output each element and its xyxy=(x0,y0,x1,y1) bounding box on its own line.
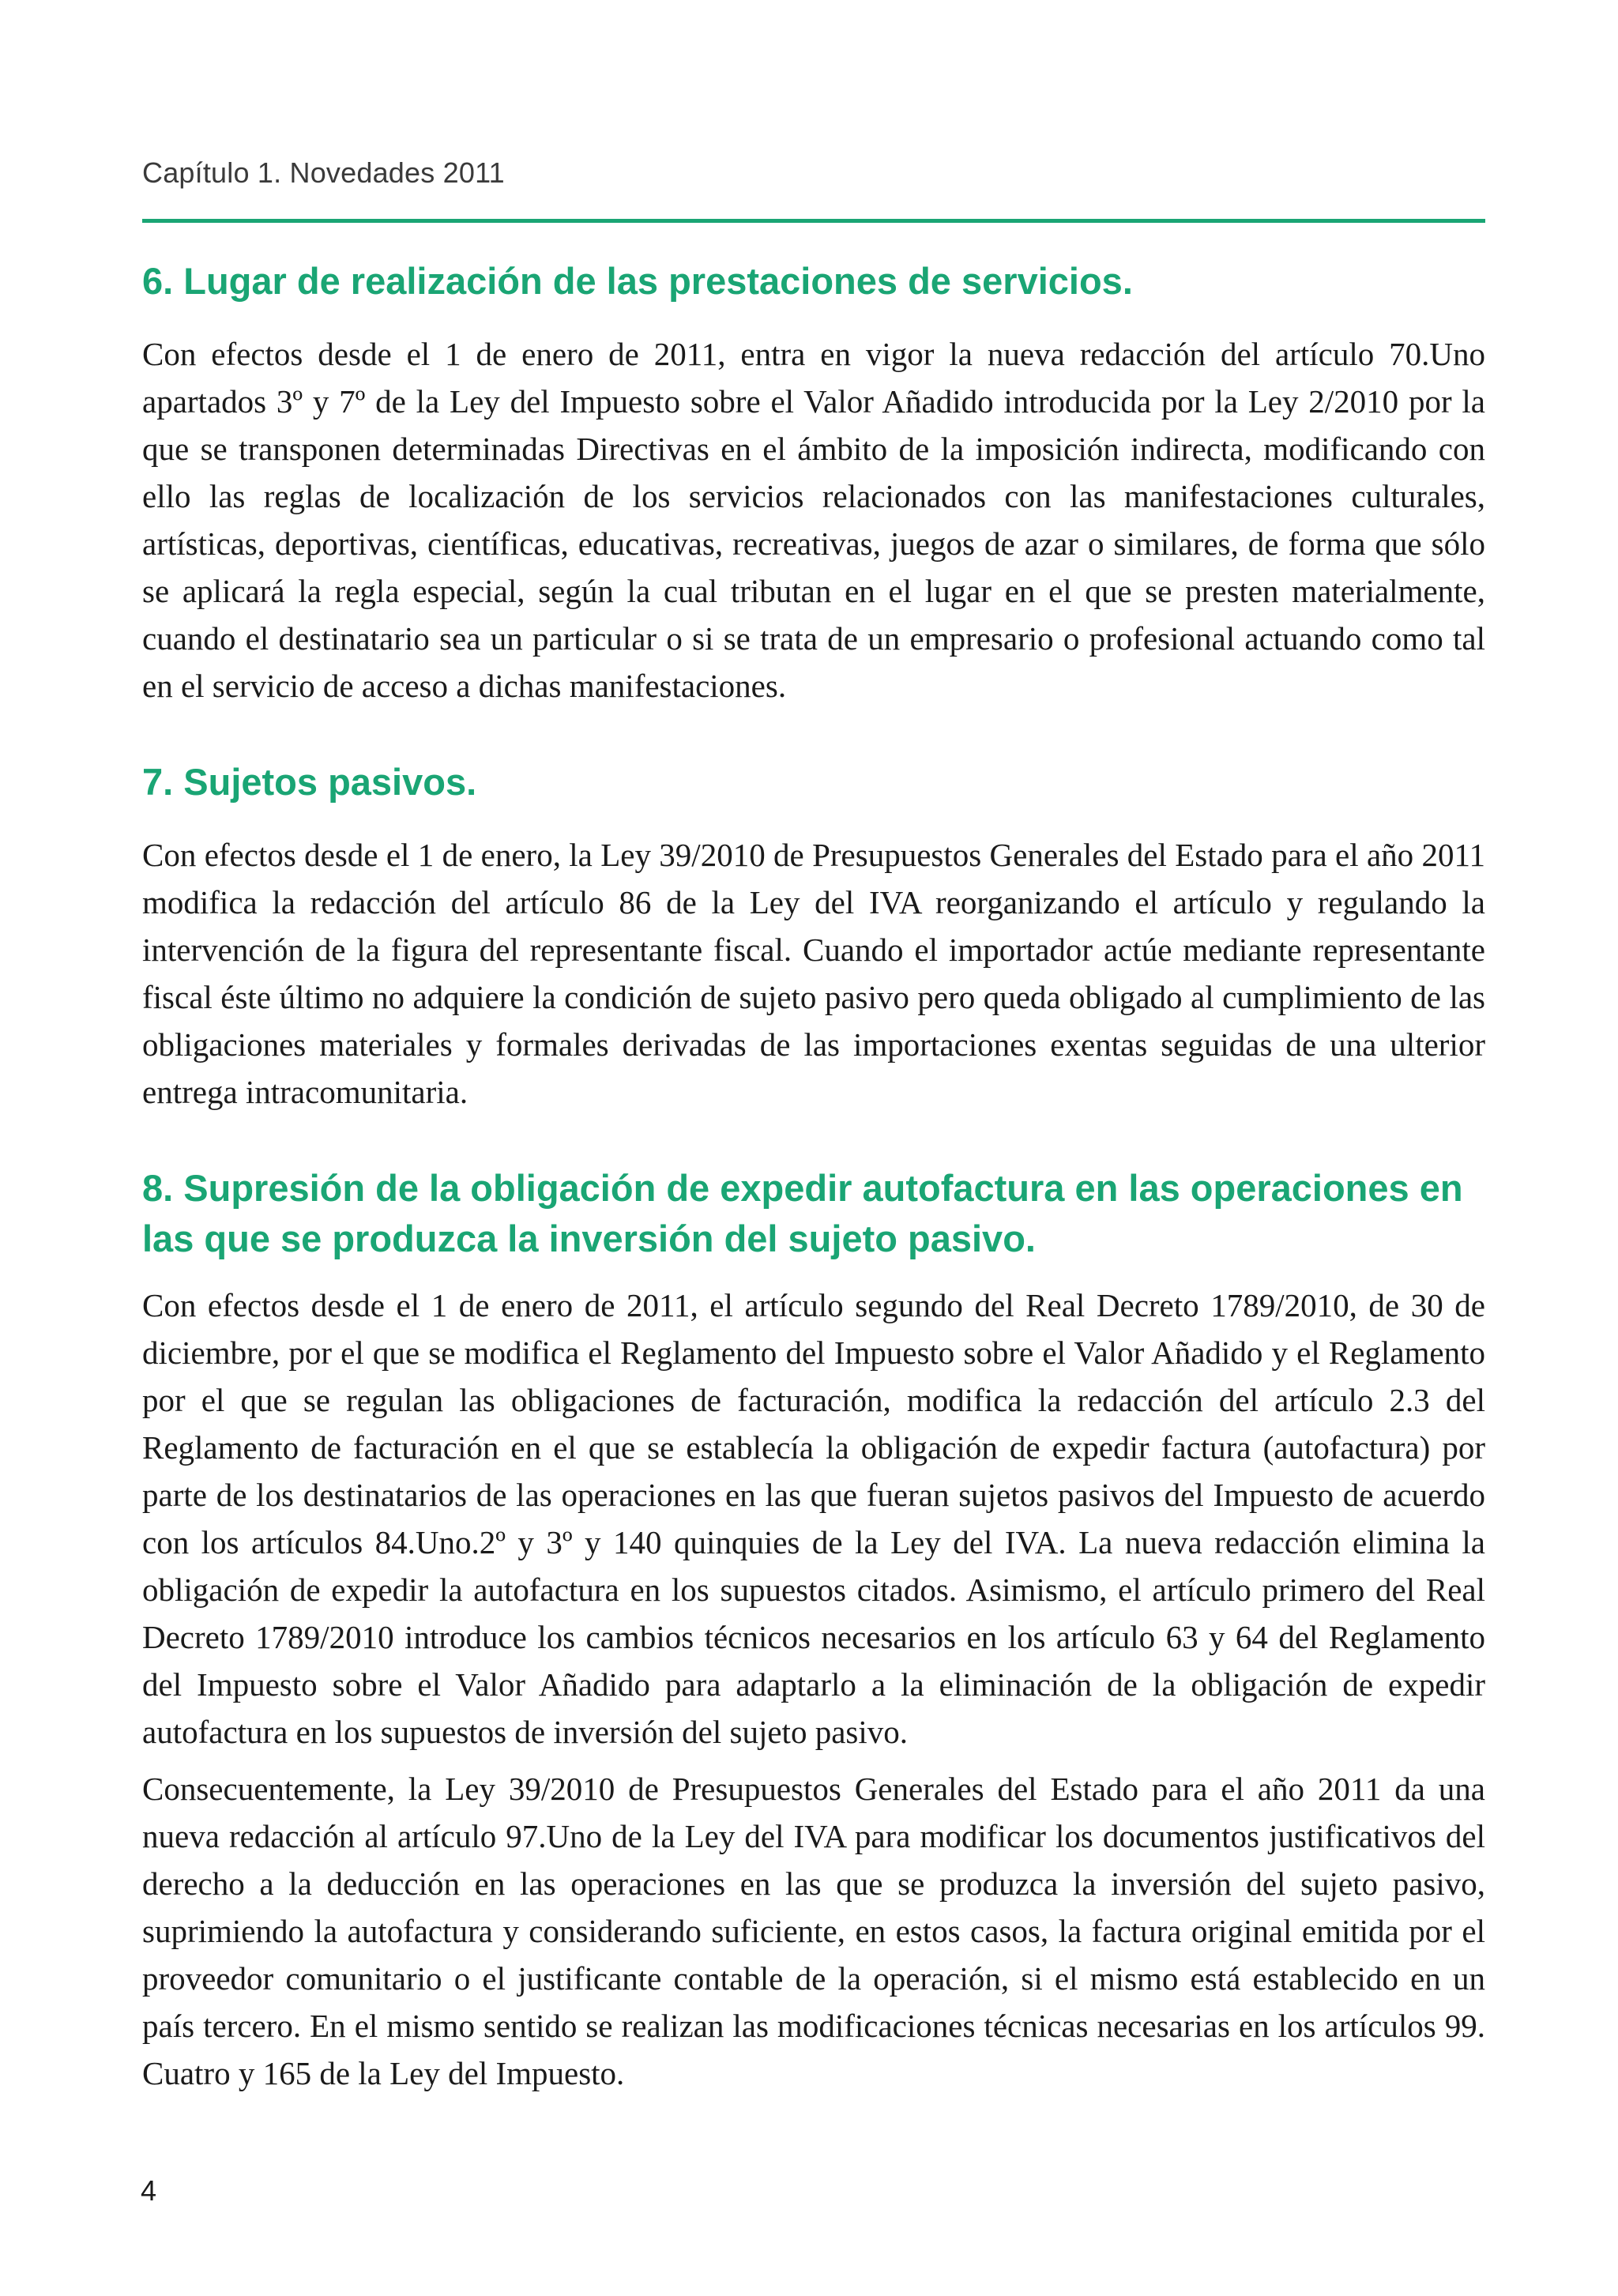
body-paragraph: Consecuentemente, la Ley 39/2010 de Presupuestos Generales del Estado para el año 2011 da una nueva redacción al artículo 97.Uno de la Ley del IVA para modificar los documentos justificativos del derecho a la deducción en las operaciones en las que se produzca la inversión del sujeto pasivo, suprimiendo la autofactura y considerando suficiente, en estos casos, la factura original emitida por el proveedor comunitario o el justificante contable de la operación, si el mismo está establecido en un país tercero. En el mismo sentido se realizan las modificaciones técnicas necesarias en los artículos 99. Cuatro y 165 de la Ley del Impuesto. xyxy=(142,1771,1485,2091)
body-paragraph: Con efectos desde el 1 de enero de 2011, entra en vigor la nueva redacción del artículo 70.Uno apartados 3º y 7º de la Ley del Impuesto sobre el Valor Añadido introducida por la Ley 2/2010 por la que se transponen determinadas Directivas en el ámbito de la imposición indirecta, modificando con ello las reglas de localización de los servicios relacionados con las manifestaciones culturales, artísticas, deportivas, científicas, educativas, recreativas, juegos de azar o similares, de forma que sólo se aplicará la regla especial, según la cual tributan en el lugar en el que se presten materialmente, cuando el destinatario sea un particular o si se trata de un empresario o profesional actuando como tal en el servicio de acceso a dichas manifestaciones. xyxy=(142,336,1485,704)
section-heading: 6. Lugar de realización de las prestaciones de servicios. xyxy=(142,260,1133,302)
section-6 xyxy=(142,256,1485,710)
body-paragraph: Con efectos desde el 1 de enero, la Ley 39/2010 de Presupuestos Generales del Estado para el año 2011 modifica la redacción del artículo 86 de la Ley del IVA reorganizando el artículo y regulando la intervención de la figura del representante fiscal. Cuando el importador actúe mediante representante fiscal éste último no adquiere la condición de sujeto pasivo pero queda obligado al cumplimiento de las obligaciones materiales y formales derivadas de las importaciones exentas seguidas de una ulterior entrega intracomunitaria. xyxy=(142,837,1485,1110)
body-paragraph: Con efectos desde el 1 de enero de 2011, el artículo segundo del Real Decreto 1789/2010, de 30 de diciembre, por el que se modifica el Reglamento del Impuesto sobre el Valor Añadido y el Reglamento por el que se regulan las obligaciones de facturación, modifica la redacción del artículo 2.3 del Reglamento de facturación en el que se establecía la obligación de expedir factura (autofactura) por parte de los destinatarios de las operaciones en las que fueran sujetos pasivos del Impuesto de acuerdo con los artículos 84.Uno.2º y 3º y 140 quinquies de la Ley del IVA. La nueva redacción elimina la obligación de expedir la autofactura en los supuestos citados. Asimismo, el artículo primero del Real Decreto 1789/2010 introduce los cambios técnicos necesarios en los artículo 63 y 64 del Reglamento del Impuesto sobre el Valor Añadido para adaptarlo a la eliminación de la obligación de expedir autofactura en los supuestos de inversión del sujeto pasivo. xyxy=(142,1287,1485,1750)
page-content xyxy=(142,237,1485,2097)
running-header: Capítulo 1. Novedades 2011 xyxy=(142,156,505,189)
section-heading: 8. Supresión de la obligación de expedir autofactura en las operaciones en las que se produzca la inversión del sujeto pasivo. xyxy=(142,1167,1463,1259)
section-8 xyxy=(142,1163,1485,2097)
header-divider xyxy=(142,219,1485,223)
section-heading: 7. Sujetos pasivos. xyxy=(142,761,477,803)
section-7 xyxy=(142,757,1485,1116)
page-number: 4 xyxy=(141,2174,157,2207)
